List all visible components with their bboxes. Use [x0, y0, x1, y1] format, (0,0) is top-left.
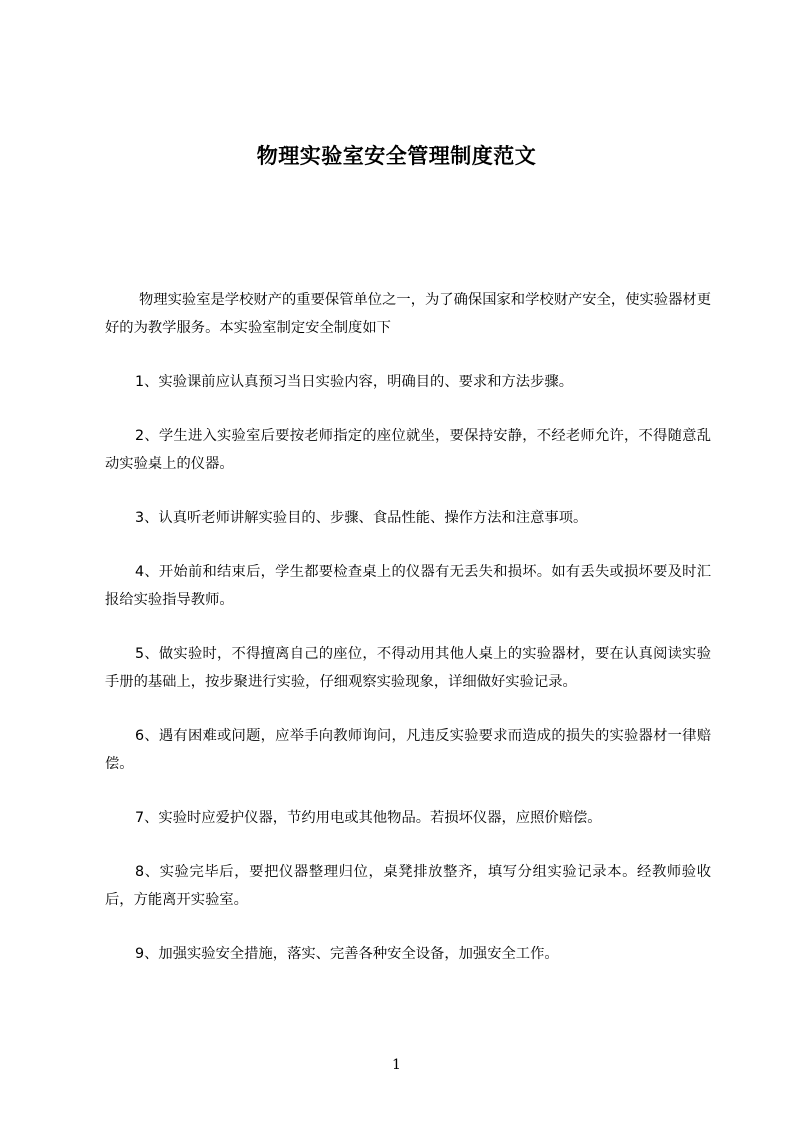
document-title: 物理实验室安全管理制度范文: [256, 144, 537, 168]
rule-item-1: 1、实验课前应认真预习当日实验内容，明确目的、要求和方法步骤。: [135, 374, 573, 390]
rule-item-6: 6、遇有困难或问题，应举手向教师询问，凡违反实验要求而造成的损失的实验器材一律赔偿。: [105, 728, 711, 772]
rule-item-5: 5、做实验时，不得擅离自己的座位，不得动用其他人桌上的实验器材，要在认真阅读实验手册的基础上，按步聚进行实验，仔细观察实验现象，详细做好实验记录。: [105, 646, 711, 690]
rule-item-9: 9、加强实验安全措施，落实、完善各种安全设备，加强安全工作。: [135, 946, 559, 962]
rule-item-4: 4、开始前和结束后，学生都要检查桌上的仪器有无丢失和损坏。如有丢失或损坏要及时汇报给实验指导教师。: [105, 564, 711, 608]
rule-item-8: 8、实验完毕后，要把仪器整理归位，桌凳排放整齐，填写分组实验记录本。经教师验收后，方能离开实验室。: [105, 864, 711, 908]
page-number: 1: [392, 1057, 401, 1073]
rule-item-3: 3、认真听老师讲解实验目的、步骤、食品性能、操作方法和注意事项。: [135, 510, 588, 526]
intro-paragraph: 物理实验室是学校财产的重要保管单位之一，为了确保国家和学校财产安全，使实验器材更好的为教学服务。本实验室制定安全制度如下: [105, 292, 711, 336]
rule-item-7: 7、实验时应爱护仪器，节约用电或其他物品。若损坏仪器，应照价赔偿。: [135, 810, 602, 826]
document-body: [105, 286, 711, 994]
rule-item-2: 2、学生进入实验室后要按老师指定的座位就坐，要保持安静，不经老师允许，不得随意乱动实验桌上的仪器。: [105, 428, 711, 472]
